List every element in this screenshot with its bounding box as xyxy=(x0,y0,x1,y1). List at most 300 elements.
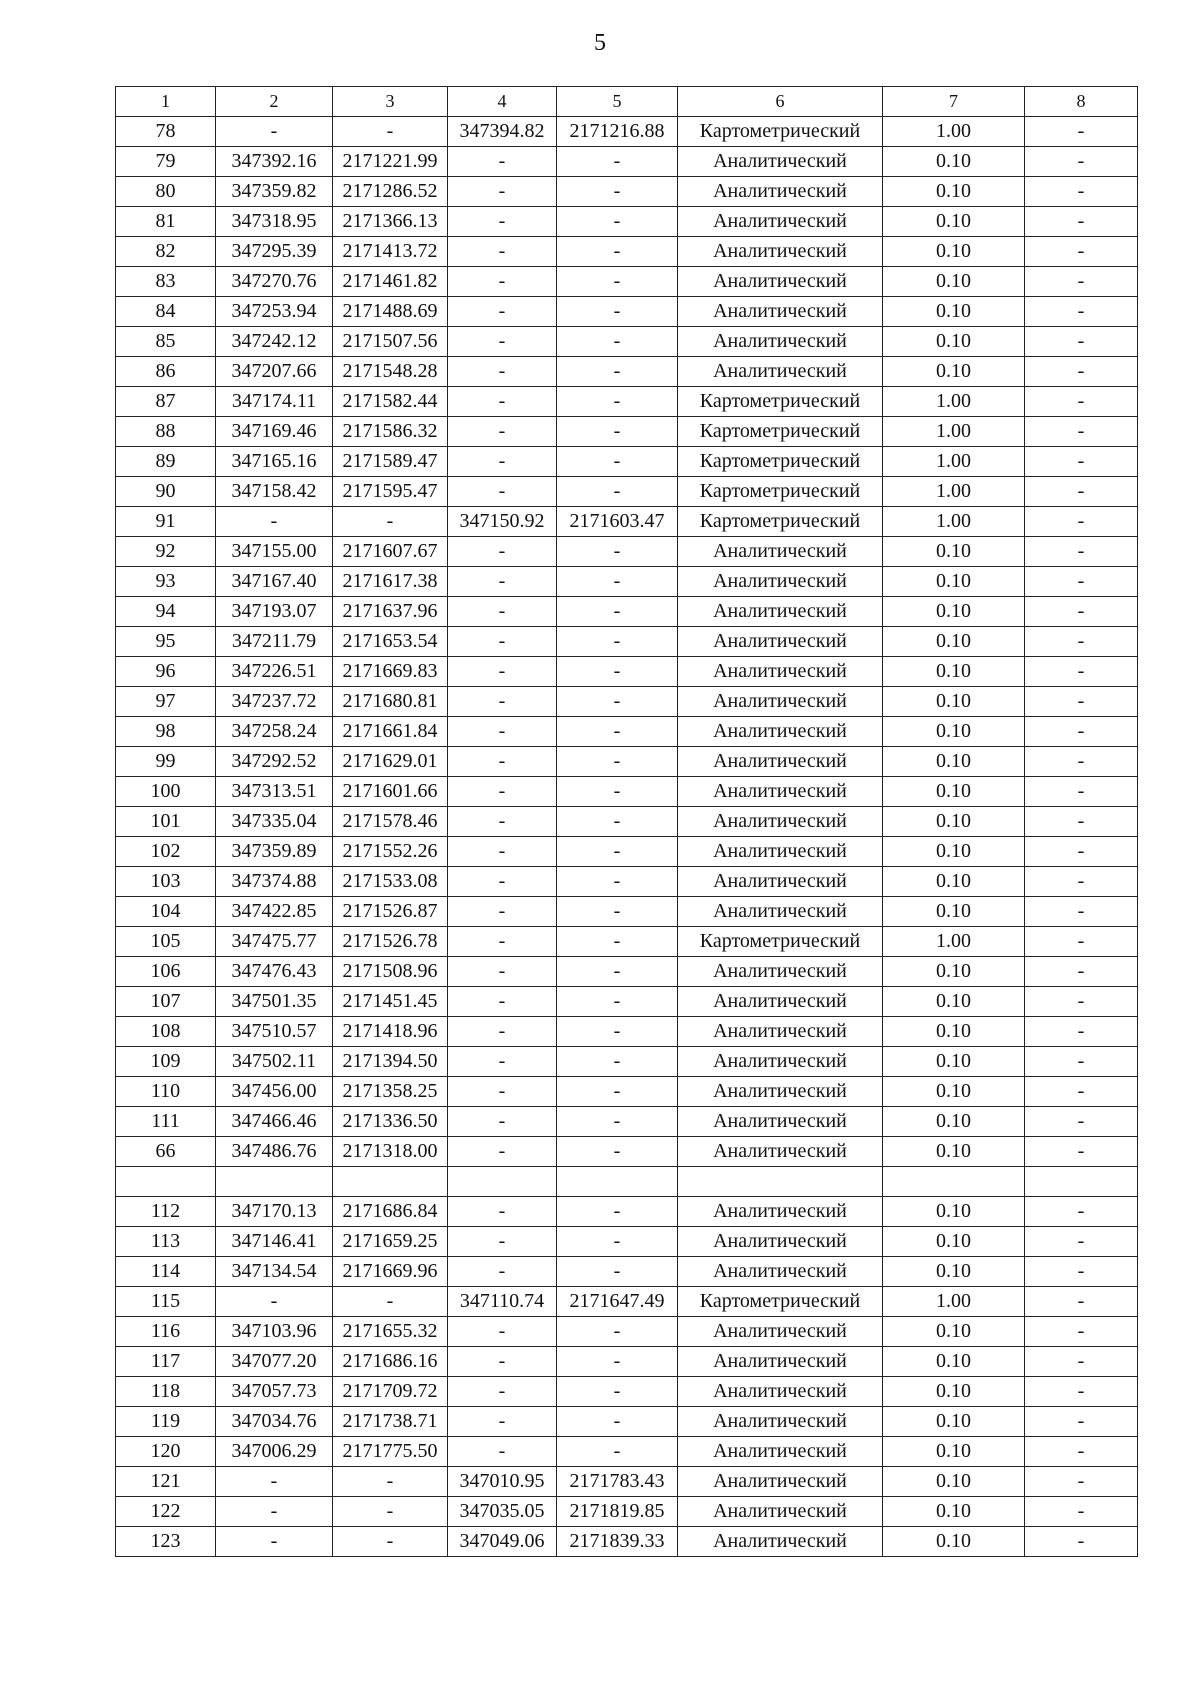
table-row xyxy=(116,987,1138,1017)
table-cell: 111 xyxy=(116,1107,216,1137)
table-cell: 0.10 xyxy=(883,1197,1025,1227)
table-cell: - xyxy=(1025,1407,1138,1437)
table-cell: 2171659.25 xyxy=(333,1227,448,1257)
table-row xyxy=(116,147,1138,177)
table-cell: - xyxy=(1025,927,1138,957)
table-cell: - xyxy=(1025,117,1138,147)
table-cell: 2171661.84 xyxy=(333,717,448,747)
table-cell: - xyxy=(333,1497,448,1527)
table-cell: 0.10 xyxy=(883,1047,1025,1077)
table-cell: 347292.52 xyxy=(216,747,333,777)
table-cell: - xyxy=(1025,987,1138,1017)
table-cell: 347226.51 xyxy=(216,657,333,687)
table-cell: - xyxy=(333,1527,448,1557)
table-cell: 89 xyxy=(116,447,216,477)
table-cell xyxy=(883,1167,1025,1197)
table-cell: Аналитический xyxy=(678,1077,883,1107)
table-cell: - xyxy=(216,1527,333,1557)
table-cell: 2171775.50 xyxy=(333,1437,448,1467)
table-cell: Картометрический xyxy=(678,477,883,507)
table-cell: 0.10 xyxy=(883,297,1025,327)
table-cell: 97 xyxy=(116,687,216,717)
table-cell: 2171336.50 xyxy=(333,1107,448,1137)
table-cell: - xyxy=(448,897,557,927)
table-cell: Аналитический xyxy=(678,537,883,567)
table-cell: 347253.94 xyxy=(216,297,333,327)
table-cell: - xyxy=(557,1107,678,1137)
table-cell: 347010.95 xyxy=(448,1467,557,1497)
table-cell: 95 xyxy=(116,627,216,657)
table-row xyxy=(116,957,1138,987)
table-cell: - xyxy=(448,237,557,267)
table-cell: - xyxy=(216,1497,333,1527)
table-cell: 347077.20 xyxy=(216,1347,333,1377)
table-cell: Аналитический xyxy=(678,687,883,717)
table-cell: - xyxy=(1025,537,1138,567)
table-cell: 96 xyxy=(116,657,216,687)
table-cell: 0.10 xyxy=(883,147,1025,177)
table-cell: 109 xyxy=(116,1047,216,1077)
table-cell: - xyxy=(216,117,333,147)
table-cell: 0.10 xyxy=(883,1377,1025,1407)
table-cell: 0.10 xyxy=(883,687,1025,717)
table-cell: - xyxy=(557,297,678,327)
table-cell: - xyxy=(448,1407,557,1437)
table-cell: - xyxy=(557,1437,678,1467)
table-row xyxy=(116,837,1138,867)
table-cell: Аналитический xyxy=(678,297,883,327)
table-cell: - xyxy=(557,177,678,207)
table-cell: 110 xyxy=(116,1077,216,1107)
table-cell: - xyxy=(557,687,678,717)
table-cell: 2171647.49 xyxy=(557,1287,678,1317)
table-cell xyxy=(557,1167,678,1197)
table-cell: 108 xyxy=(116,1017,216,1047)
table-cell: 347170.13 xyxy=(216,1197,333,1227)
table-cell: 347270.76 xyxy=(216,267,333,297)
table-cell: 2171603.47 xyxy=(557,507,678,537)
table-row xyxy=(116,1137,1138,1167)
table-cell: 1.00 xyxy=(883,477,1025,507)
table-cell: - xyxy=(557,327,678,357)
table-cell: Аналитический xyxy=(678,807,883,837)
table-cell: 87 xyxy=(116,387,216,417)
table-cell: 347103.96 xyxy=(216,1317,333,1347)
table-cell: 2171686.16 xyxy=(333,1347,448,1377)
table-cell: 0.10 xyxy=(883,1077,1025,1107)
table-body xyxy=(116,117,1138,1557)
table-row xyxy=(116,447,1138,477)
table-cell: Аналитический xyxy=(678,207,883,237)
table-cell: - xyxy=(216,1467,333,1497)
table-cell: 101 xyxy=(116,807,216,837)
table-cell: 122 xyxy=(116,1497,216,1527)
table-cell: 2171366.13 xyxy=(333,207,448,237)
table-cell: Картометрический xyxy=(678,927,883,957)
table-cell: Аналитический xyxy=(678,1197,883,1227)
table-cell: - xyxy=(1025,327,1138,357)
table-cell: - xyxy=(1025,387,1138,417)
table-cell: 2171461.82 xyxy=(333,267,448,297)
table-cell: - xyxy=(448,477,557,507)
table-cell: - xyxy=(333,1467,448,1497)
table-cell: - xyxy=(1025,957,1138,987)
table-cell: - xyxy=(448,627,557,657)
table-cell: - xyxy=(1025,867,1138,897)
table-cell: Аналитический xyxy=(678,1347,883,1377)
table-cell: 347510.57 xyxy=(216,1017,333,1047)
table-cell xyxy=(333,1167,448,1197)
table-row xyxy=(116,897,1138,927)
table-cell xyxy=(216,1167,333,1197)
table-cell: 0.10 xyxy=(883,897,1025,927)
table-cell: - xyxy=(1025,207,1138,237)
table-row xyxy=(116,1167,1138,1197)
table-cell: - xyxy=(448,567,557,597)
table-row xyxy=(116,1317,1138,1347)
table-cell: - xyxy=(557,1347,678,1377)
table-cell: - xyxy=(557,597,678,627)
table-cell: 1.00 xyxy=(883,927,1025,957)
table-cell: Картометрический xyxy=(678,447,883,477)
table-cell: 347006.29 xyxy=(216,1437,333,1467)
column-header: 5 xyxy=(557,87,678,117)
table-cell: 117 xyxy=(116,1347,216,1377)
table-cell: - xyxy=(1025,567,1138,597)
table-cell: - xyxy=(557,417,678,447)
table-row xyxy=(116,1407,1138,1437)
table-cell: 347466.46 xyxy=(216,1107,333,1137)
table-cell: 347295.39 xyxy=(216,237,333,267)
table-cell: Аналитический xyxy=(678,1317,883,1347)
table-cell: 2171586.32 xyxy=(333,417,448,447)
table-cell: - xyxy=(1025,687,1138,717)
table-cell: - xyxy=(557,537,678,567)
table-cell: - xyxy=(1025,297,1138,327)
table-cell: Аналитический xyxy=(678,237,883,267)
table-cell: - xyxy=(557,897,678,927)
table-cell: - xyxy=(448,1107,557,1137)
table-cell: 347211.79 xyxy=(216,627,333,657)
table-cell: 347057.73 xyxy=(216,1377,333,1407)
table-cell: 0.10 xyxy=(883,207,1025,237)
table-cell: 347155.00 xyxy=(216,537,333,567)
table-cell: 2171819.85 xyxy=(557,1497,678,1527)
table-cell: 347258.24 xyxy=(216,717,333,747)
table-cell: 347165.16 xyxy=(216,447,333,477)
table-cell: 0.10 xyxy=(883,777,1025,807)
table-cell xyxy=(1025,1167,1138,1197)
table-cell: - xyxy=(448,747,557,777)
table-cell: 2171783.43 xyxy=(557,1467,678,1497)
table-row xyxy=(116,1467,1138,1497)
table-cell xyxy=(678,1167,883,1197)
table-cell: - xyxy=(1025,1497,1138,1527)
table-cell: - xyxy=(557,567,678,597)
table-row xyxy=(116,117,1138,147)
table-cell: 2171507.56 xyxy=(333,327,448,357)
table-cell: 112 xyxy=(116,1197,216,1227)
table-row xyxy=(116,717,1138,747)
table-cell: - xyxy=(1025,1047,1138,1077)
table-cell: 2171552.26 xyxy=(333,837,448,867)
table-cell: Аналитический xyxy=(678,597,883,627)
table-cell: 2171709.72 xyxy=(333,1377,448,1407)
table-cell: 119 xyxy=(116,1407,216,1437)
table-cell: 2171533.08 xyxy=(333,867,448,897)
table-cell: 347237.72 xyxy=(216,687,333,717)
table-cell: - xyxy=(448,1317,557,1347)
table-row xyxy=(116,627,1138,657)
table-cell: Аналитический xyxy=(678,837,883,867)
table-cell: 86 xyxy=(116,357,216,387)
table-cell: Аналитический xyxy=(678,567,883,597)
table-cell: 347422.85 xyxy=(216,897,333,927)
table-cell: 0.10 xyxy=(883,1347,1025,1377)
table-cell: 2171286.52 xyxy=(333,177,448,207)
table-cell: 0.10 xyxy=(883,1317,1025,1347)
table-cell: - xyxy=(448,927,557,957)
table-cell: 81 xyxy=(116,207,216,237)
table-cell: 2171548.28 xyxy=(333,357,448,387)
table-cell: 2171637.96 xyxy=(333,597,448,627)
table-cell: - xyxy=(557,1047,678,1077)
table-cell: Аналитический xyxy=(678,627,883,657)
table-cell: 82 xyxy=(116,237,216,267)
table-cell: - xyxy=(557,1317,678,1347)
table-cell: - xyxy=(1025,1527,1138,1557)
table-cell: - xyxy=(1025,807,1138,837)
table-cell: - xyxy=(1025,237,1138,267)
table-cell: 0.10 xyxy=(883,537,1025,567)
table-cell: - xyxy=(333,1287,448,1317)
table-cell: 0.10 xyxy=(883,1017,1025,1047)
table-row xyxy=(116,477,1138,507)
table-row xyxy=(116,1377,1138,1407)
table-row xyxy=(116,867,1138,897)
table-cell: 347502.11 xyxy=(216,1047,333,1077)
table-row xyxy=(116,1287,1138,1317)
table-cell: 2171589.47 xyxy=(333,447,448,477)
table-cell: - xyxy=(333,507,448,537)
table-cell: - xyxy=(557,447,678,477)
table-cell: 2171839.33 xyxy=(557,1527,678,1557)
table-cell: - xyxy=(448,597,557,627)
table-cell: 83 xyxy=(116,267,216,297)
table-cell: 2171526.87 xyxy=(333,897,448,927)
table-cell: 66 xyxy=(116,1137,216,1167)
table-cell: - xyxy=(448,417,557,447)
table-cell: - xyxy=(448,1377,557,1407)
table-cell: 116 xyxy=(116,1317,216,1347)
table-cell: 0.10 xyxy=(883,987,1025,1017)
column-header: 1 xyxy=(116,87,216,117)
table-cell: Аналитический xyxy=(678,147,883,177)
table-cell: - xyxy=(1025,1347,1138,1377)
table-row xyxy=(116,357,1138,387)
table-cell: Аналитический xyxy=(678,657,883,687)
table-cell: - xyxy=(1025,897,1138,927)
table-cell: Аналитический xyxy=(678,987,883,1017)
table-row xyxy=(116,1437,1138,1467)
table-cell: 90 xyxy=(116,477,216,507)
table-cell: 347207.66 xyxy=(216,357,333,387)
table-cell: - xyxy=(1025,717,1138,747)
table-row xyxy=(116,1017,1138,1047)
table-cell: 347034.76 xyxy=(216,1407,333,1437)
table-cell: - xyxy=(1025,417,1138,447)
table-row xyxy=(116,207,1138,237)
table-cell: Аналитический xyxy=(678,1437,883,1467)
table-cell: 105 xyxy=(116,927,216,957)
table-cell: - xyxy=(1025,357,1138,387)
table-row xyxy=(116,1197,1138,1227)
table-cell: - xyxy=(1025,837,1138,867)
table-cell: 79 xyxy=(116,147,216,177)
table-cell: 1.00 xyxy=(883,507,1025,537)
table-row xyxy=(116,927,1138,957)
table-cell: Аналитический xyxy=(678,177,883,207)
table-row xyxy=(116,237,1138,267)
table-row xyxy=(116,747,1138,777)
table-row xyxy=(116,1107,1138,1137)
table-cell: 2171653.54 xyxy=(333,627,448,657)
table-cell: 0.10 xyxy=(883,567,1025,597)
table-cell: 115 xyxy=(116,1287,216,1317)
table-row xyxy=(116,1227,1138,1257)
table-cell: - xyxy=(448,1227,557,1257)
table-row xyxy=(116,657,1138,687)
table-cell: 347486.76 xyxy=(216,1137,333,1167)
table-cell: - xyxy=(1025,477,1138,507)
table-cell: 2171601.66 xyxy=(333,777,448,807)
table-cell: 1.00 xyxy=(883,447,1025,477)
table-cell: 347134.54 xyxy=(216,1257,333,1287)
table-cell: - xyxy=(557,1377,678,1407)
table-cell: - xyxy=(1025,1077,1138,1107)
table-cell: - xyxy=(448,1257,557,1287)
table-cell: 93 xyxy=(116,567,216,597)
table-cell: - xyxy=(557,267,678,297)
table-cell: - xyxy=(1025,1137,1138,1167)
table-cell: Аналитический xyxy=(678,357,883,387)
table-cell xyxy=(116,1167,216,1197)
table-cell: 2171413.72 xyxy=(333,237,448,267)
table-cell: 0.10 xyxy=(883,1497,1025,1527)
table-cell: - xyxy=(1025,1437,1138,1467)
table-cell: 347146.41 xyxy=(216,1227,333,1257)
table-cell: 0.10 xyxy=(883,627,1025,657)
table-cell: 347035.05 xyxy=(448,1497,557,1527)
table-cell: - xyxy=(1025,1467,1138,1497)
table-cell: 102 xyxy=(116,837,216,867)
column-header: 6 xyxy=(678,87,883,117)
table-cell: - xyxy=(1025,1257,1138,1287)
table-cell: 0.10 xyxy=(883,327,1025,357)
column-header: 7 xyxy=(883,87,1025,117)
table-cell: - xyxy=(557,1227,678,1257)
page-number: 5 xyxy=(594,30,606,56)
table-cell: - xyxy=(557,837,678,867)
table-row xyxy=(116,567,1138,597)
table-cell: - xyxy=(448,1047,557,1077)
table-cell: 80 xyxy=(116,177,216,207)
table-cell: 2171686.84 xyxy=(333,1197,448,1227)
table-row xyxy=(116,1077,1138,1107)
table-cell: 2171451.45 xyxy=(333,987,448,1017)
table-row xyxy=(116,807,1138,837)
table-cell: Аналитический xyxy=(678,747,883,777)
table-cell: 98 xyxy=(116,717,216,747)
table-cell: - xyxy=(557,987,678,1017)
table-cell: - xyxy=(216,507,333,537)
table-cell: 88 xyxy=(116,417,216,447)
table-cell: 2171629.01 xyxy=(333,747,448,777)
table-cell: 0.10 xyxy=(883,1527,1025,1557)
table-cell: 347313.51 xyxy=(216,777,333,807)
table-row xyxy=(116,387,1138,417)
table-cell: - xyxy=(1025,1377,1138,1407)
table-cell: 0.10 xyxy=(883,717,1025,747)
table-cell: - xyxy=(1025,747,1138,777)
table-cell: 118 xyxy=(116,1377,216,1407)
table-cell: 113 xyxy=(116,1227,216,1257)
table-cell: 104 xyxy=(116,897,216,927)
table-cell: Аналитический xyxy=(678,1377,883,1407)
table-cell: 0.10 xyxy=(883,1227,1025,1257)
table-cell: - xyxy=(557,357,678,387)
table-cell: - xyxy=(557,927,678,957)
table-cell: 2171508.96 xyxy=(333,957,448,987)
table-cell: 347476.43 xyxy=(216,957,333,987)
table-cell: Аналитический xyxy=(678,957,883,987)
table-cell: 1.00 xyxy=(883,387,1025,417)
table-row xyxy=(116,507,1138,537)
table-cell: 0.10 xyxy=(883,957,1025,987)
table-cell: 1.00 xyxy=(883,117,1025,147)
table-cell: 2171221.99 xyxy=(333,147,448,177)
table-cell: 100 xyxy=(116,777,216,807)
table-cell: - xyxy=(557,657,678,687)
table-cell: Аналитический xyxy=(678,327,883,357)
table-row xyxy=(116,417,1138,447)
table-cell: 114 xyxy=(116,1257,216,1287)
table-cell: - xyxy=(448,1137,557,1167)
table-header-row xyxy=(116,87,1138,117)
table-cell: 0.10 xyxy=(883,1137,1025,1167)
table-cell: 2171318.00 xyxy=(333,1137,448,1167)
table-cell: - xyxy=(1025,177,1138,207)
table-cell: 0.10 xyxy=(883,1257,1025,1287)
table-cell: 0.10 xyxy=(883,1437,1025,1467)
table-cell: - xyxy=(448,207,557,237)
table-cell: - xyxy=(448,1077,557,1107)
table-cell: Картометрический xyxy=(678,507,883,537)
table-cell: - xyxy=(1025,597,1138,627)
table-cell: 2171617.38 xyxy=(333,567,448,597)
table-cell: Картометрический xyxy=(678,117,883,147)
table-row xyxy=(116,1257,1138,1287)
table-row xyxy=(116,1497,1138,1527)
table-cell: 2171669.96 xyxy=(333,1257,448,1287)
table-cell: - xyxy=(448,537,557,567)
table-cell: 94 xyxy=(116,597,216,627)
table-cell: 347169.46 xyxy=(216,417,333,447)
table-cell: - xyxy=(448,387,557,417)
table-cell: Аналитический xyxy=(678,1047,883,1077)
table-cell: 347456.00 xyxy=(216,1077,333,1107)
table-cell: 347174.11 xyxy=(216,387,333,417)
